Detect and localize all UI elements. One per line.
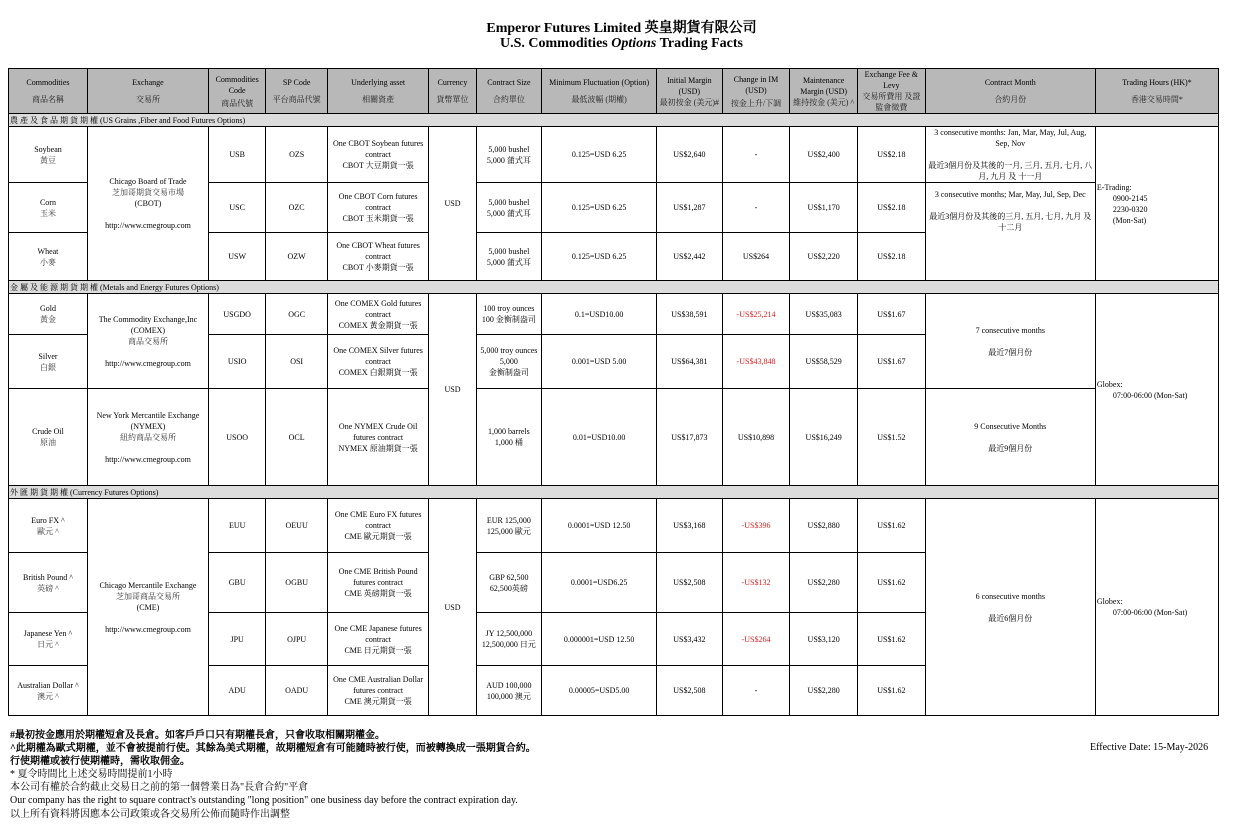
month-soybean: 3 consecutive months: Jan, Mar, May, Jul, Aug, Sep, Nov 最近3個月份及其後的一月, 三月, 五月, 七月, 八月, 九月 及 十一月 [925,127,1095,183]
footnote-adjustment: 以上所有資料將因應本公司政策或各交易所公佈而隨時作出調整 [10,809,290,820]
document-title: Emperor Futures Limited 英皇期貨有限公司 [486,21,757,36]
table-row-euro: Euro FX ^ 歐元 ^ Chicago Mercantile Exchange 芝加哥商品交易所 (CME) http://www.cmegroup.com EUU OEUU One CME Euro FX futures contract CME 歐元期貨一張 USD EUR 125,000 125,000 歐元 0.0001=USD 12.50 US$3,168 -US$396 US$2,880 US$1.62 6 consecutive months 最近6個月份 Globex: 07:00-06:00 (Mon-Sat) [9,499,1219,553]
footnote-square-en: Our company has the right to square contract's outstanding "long position" one business day before the contract expiration day. [10,795,518,806]
exchange-comex: The Commodity Exchange,Inc (COMEX) 商品交易所 http://www.cmegroup.com [87,294,208,389]
subtitle-italic: Options [611,36,657,51]
col-contract-month: Contract Month 合約月份 [925,69,1095,114]
subtitle-part-b: Trading Facts [656,36,743,51]
subtitle-part-a: U.S. Commodities [500,36,612,51]
currency-grains: USD [429,127,476,281]
effective-date: Effective Date: 15-May-2026 [1090,742,1209,753]
col-code: Commodities Code 商品代號 [208,69,265,114]
col-sp-code: SP Code 平台商品代號 [266,69,328,114]
footnote-summer-time: * 夏令時間比上述交易時間提前1小時 [10,769,173,780]
exchange-cme: Chicago Mercantile Exchange 芝加哥商品交易所 (CME) http://www.cmegroup.com [87,499,208,716]
col-underlying: Underlying asset 相關資產 [327,69,429,114]
trading-facts-table [8,68,1219,716]
month-crude: 9 Consecutive Months 最近9個月份 [925,389,1095,486]
exchange-nymex: New York Mercantile Exchange (NYMEX) 紐約商品交易所 http://www.cmegroup.com [87,389,208,486]
table-row-wheat: Wheat 小麥 USW OZW One CBOT Wheat futures contract CBOT 小麥期貨一張 5,000 bushel 5,000 蒲式耳 0.125=USD 6.25 US$2,442 US$264 US$2,220 US$2.18 [9,233,1219,281]
col-commodities: Commodities 商品名稱 [9,69,88,114]
footnote-european-option: ^此期權為歐式期權，並不會被提前行使。其餘為美式期權，故期權短倉有可能隨時被行使，而被轉換成一張期貨合約。 [10,743,536,754]
document-subtitle [0,36,1243,52]
hours-etrading: E-Trading: 0900-2145 2230-0320 (Mon-Sat) [1095,127,1218,281]
table-row-australian-dollar: Australian Dollar ^ 澳元 ^ ADU OADU One CME Australian Dollar futures contract CME 澳元期貨一張 AUD 100,000 100,000 澳元 0.00005=USD5.00 US$2,508 - US$2,280 US$1.62 [9,666,1219,716]
section-grains: 農 產 及 食 品 期 貨 期 權 (US Grains ,Fiber and Food Futures Options) [9,114,1219,127]
col-exchange: Exchange 交易所 [87,69,208,114]
table-row-corn: Corn 玉米 USC OZC One CBOT Corn futures contract CBOT 玉米期貨一張 5,000 bushel 5,000 蒲式耳 0.125=USD 6.25 US$1,287 - US$1,170 US$2.18 3 consecutive months; Mar, May, Jul, Sep, Dec 最近3個月份及其後的三月, 五月, 七月, 九月 及 十二月 [9,183,1219,233]
col-trading-hours: Trading Hours (HK)* 香港交易時間* [1095,69,1218,114]
month-gold-silver: 7 consecutive months 最近7個月份 [925,294,1095,389]
table-row-soybean: Soybean 黃豆 Chicago Board of Trade 芝加哥期貨交易市場 (CBOT) http://www.cmegroup.com USB OZS One CBOT Soybean futures contract CBOT 大豆期貨一張 USD 5,000 bushel 5,000 蒲式耳 0.125=USD 6.25 US$2,640 - US$2,400 US$2.18 3 consecutive months: Jan, Mar, May, Jul, Aug, Sep, Nov 最近3個月份及其後的一月, 三月, 五月, 七月, 八月, 九月 及 十一月 E-Trading: 0900-2145 2230-0320 (Mon-Sat) [9,127,1219,183]
month-fx: 6 consecutive months 最近6個月份 [925,499,1095,716]
table-row-silver: Silver 白銀 USIO OSI One COMEX Silver futures contract COMEX 白銀期貨一張 5,000 troy ounces 5,000 金衡制盎司 0.001=USD 5.00 US$64,381 -US$43,848 US$58,529 US$1.67 [9,335,1219,389]
exchange-cbot: Chicago Board of Trade 芝加哥期貨交易市場 (CBOT) http://www.cmegroup.com [87,127,208,281]
footnote-initial-margin: #最初按金應用於期權短倉及長倉。如客戶戶口只有期權長倉，只會收取相關期權金。 [10,730,385,741]
footnote-square-zh: 本公司有權於合約截止交易日之前的第一個營業日為"長倉合約"平倉 [10,782,309,793]
month-corn-wheat: 3 consecutive months; Mar, May, Jul, Sep, Dec 最近3個月份及其後的三月, 五月, 七月, 九月 及 十二月 [925,183,1095,281]
col-initial-margin: Initial Margin (USD) 最初按金 (美元)# [657,69,723,114]
col-min-fluct: Minimum Fluctuation (Option) 最低波幅 (期權) [542,69,657,114]
table-row-gold: Gold 黃金 The Commodity Exchange,Inc (COMEX) 商品交易所 http://www.cmegroup.com USGDO OGC One COMEX Gold futures contract COMEX 黃金期貨一張 USD 100 troy ounces 100 金衡制盎司 0.1=USD10.00 US$38,591 -US$25,214 US$35,083 US$1.67 7 consecutive months 最近7個月份 Globex: 07:00-06:00 (Mon-Sat) [9,294,1219,335]
col-contract-size: Contract Size 合約單位 [476,69,542,114]
footnote-commission: 行使期權或被行使期權時，需收取佣金。 [10,756,190,767]
col-maint-margin: Maintenance Margin (USD) 維持按金 (美元) ^ [790,69,858,114]
col-exchange-fee: Exchange Fee & Levy 交易所費用 及證監會徵費 [858,69,926,114]
hours-globex-metals: Globex: 07:00-06:00 (Mon-Sat) [1095,294,1218,486]
section-fx: 外 匯 期 貨 期 權 (Currency Futures Options) [9,486,1219,499]
header-row [9,69,1219,114]
currency-fx: USD [429,499,476,716]
table-row-british-pound: British Pound ^ 英磅 ^ GBU OGBU One CME British Pound futures contract CME 英磅期貨一張 GBP 62,500 62,500英磅 0.0001=USD6.25 US$2,508 -US$132 US$2,280 US$1.62 [9,553,1219,613]
hours-globex-fx: Globex: 07:00-06:00 (Mon-Sat) [1095,499,1218,716]
currency-metals: USD [429,294,476,486]
col-currency: Currency 貨幣單位 [429,69,476,114]
col-change-im: Change in IM (USD) 按金上升/下調 [722,69,790,114]
table-row-japanese-yen: Japanese Yen ^ 日元 ^ JPU OJPU One CME Japanese futures contract CME 日元期貨一張 JY 12,500,000 12,500,000 日元 0.000001=USD 12.50 US$3,432 -US$264 US$3,120 US$1.62 [9,613,1219,666]
table-row-crude-oil: Crude Oil 原油 New York Mercantile Exchange (NYMEX) 紐約商品交易所 http://www.cmegroup.com USOO OCL One NYMEX Crude Oil futures contract NYMEX 原油期貨一張 1,000 barrels 1,000 桶 0.01=USD10.00 US$17,873 US$10,898 US$16,249 US$1.52 9 Consecutive Months 最近9個月份 [9,389,1219,486]
section-metals: 金 屬 及 能 源 期 貨 期 權 (Metals and Energy Futures Options) [9,281,1219,294]
